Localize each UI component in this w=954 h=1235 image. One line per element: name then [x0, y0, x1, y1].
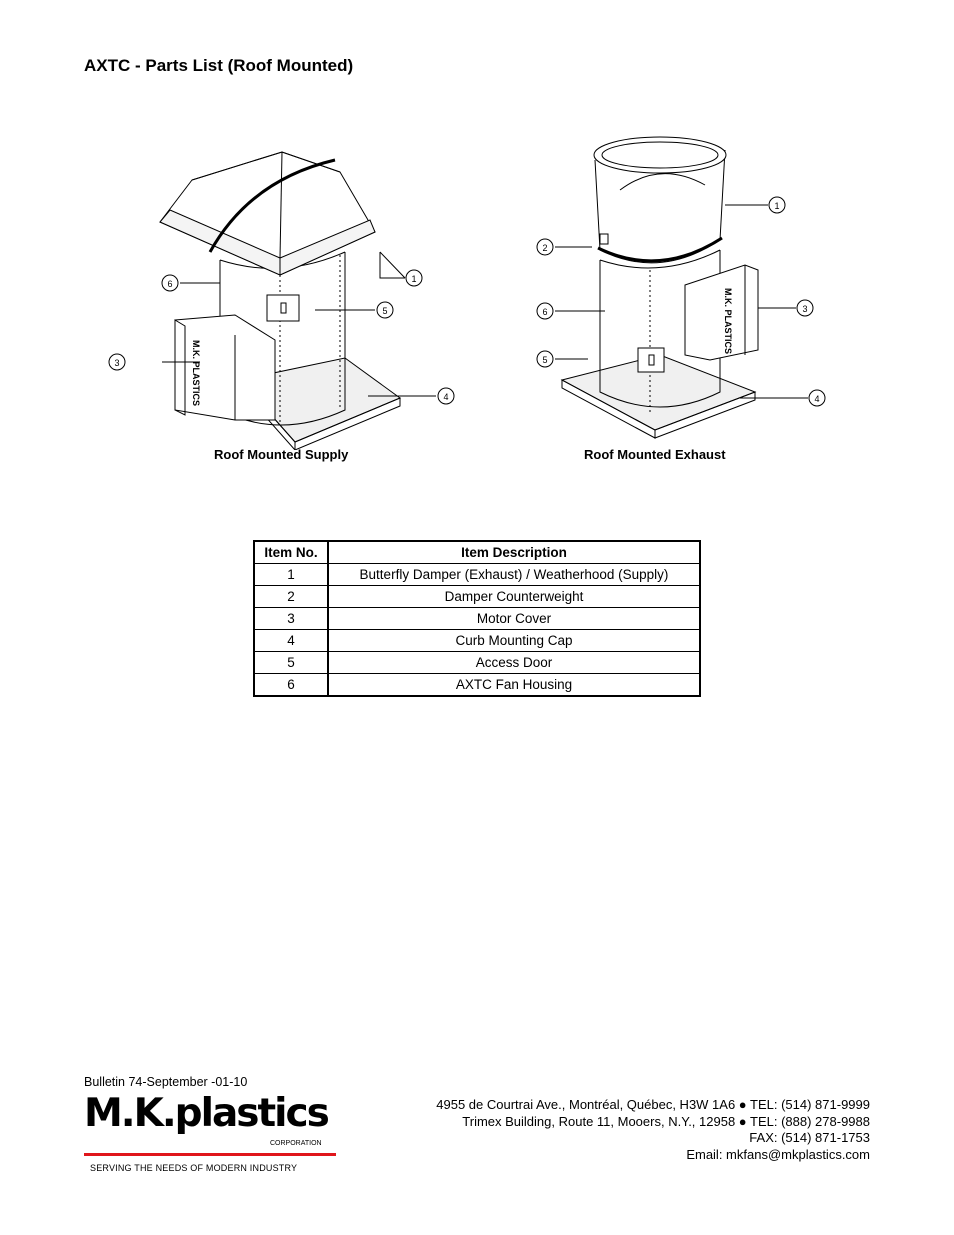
item-no: 6 — [254, 674, 328, 697]
item-description: Damper Counterweight — [328, 586, 700, 608]
supply-drawing — [100, 140, 470, 450]
supply-callout-6: 6 — [167, 279, 173, 289]
address-line-email: Email: mkfans@mkplastics.com — [686, 1146, 870, 1162]
logo-corporation: CORPORATION — [270, 1140, 322, 1147]
logo-rule — [84, 1153, 336, 1156]
exhaust-callout-1: 1 — [774, 201, 780, 211]
address-line-mooers: Trimex Building, Route 11, Mooers, N.Y., 12958 ● TEL: (888) 278-9988 — [462, 1113, 870, 1129]
item-description: AXTC Fan Housing — [328, 674, 700, 697]
company-address — [436, 1097, 870, 1163]
supply-callout-3: 3 — [114, 358, 120, 368]
item-description: Access Door — [328, 652, 700, 674]
item-no: 2 — [254, 586, 328, 608]
item-description: Motor Cover — [328, 608, 700, 630]
item-no: 3 — [254, 608, 328, 630]
table-row — [254, 564, 700, 586]
bulletin-number: Bulletin 74-September -01-10 — [84, 1075, 248, 1089]
parts-table — [253, 540, 701, 697]
item-description: Curb Mounting Cap — [328, 630, 700, 652]
table-row — [254, 608, 700, 630]
address-line-fax: FAX: (514) 871-1753 — [749, 1130, 870, 1145]
exhaust-drawing — [530, 130, 830, 450]
item-no: 4 — [254, 630, 328, 652]
exhaust-callout-3: 3 — [802, 304, 808, 314]
supply-caption: Roof Mounted Supply — [214, 447, 349, 462]
table-row — [254, 630, 700, 652]
exhaust-motor-cover-label: M.K. PLASTICS — [723, 288, 733, 355]
supply-callout-4: 4 — [443, 392, 449, 402]
header-item-no: Item No. — [254, 541, 328, 564]
table-row — [254, 674, 700, 697]
item-no: 5 — [254, 652, 328, 674]
header-item-description: Item Description — [328, 541, 700, 564]
supply-callout-1: 1 — [411, 274, 417, 284]
supply-motor-cover-label: M.K. PLASTICS — [191, 340, 201, 407]
item-description: Butterfly Damper (Exhaust) / Weatherhood (Supply) — [328, 564, 700, 586]
exhaust-callout-5: 5 — [542, 355, 548, 365]
table-row — [254, 586, 700, 608]
exhaust-callout-4: 4 — [814, 394, 820, 404]
item-no: 1 — [254, 564, 328, 586]
table-header-row — [254, 541, 700, 564]
exhaust-callout-6: 6 — [542, 307, 548, 317]
address-line-montreal: 4955 de Courtrai Ave., Montréal, Québec, H3W 1A6 ● TEL: (514) 871-9999 — [436, 1097, 870, 1112]
exhaust-caption: Roof Mounted Exhaust — [584, 447, 726, 462]
company-logo: M.K.plastics — [84, 1091, 328, 1136]
table-row — [254, 652, 700, 674]
exhaust-callout-2: 2 — [542, 243, 548, 253]
page-title: AXTC - Parts List (Roof Mounted) — [84, 56, 354, 75]
supply-callout-5: 5 — [382, 306, 388, 316]
logo-tagline: SERVING THE NEEDS OF MODERN INDUSTRY — [90, 1163, 298, 1173]
